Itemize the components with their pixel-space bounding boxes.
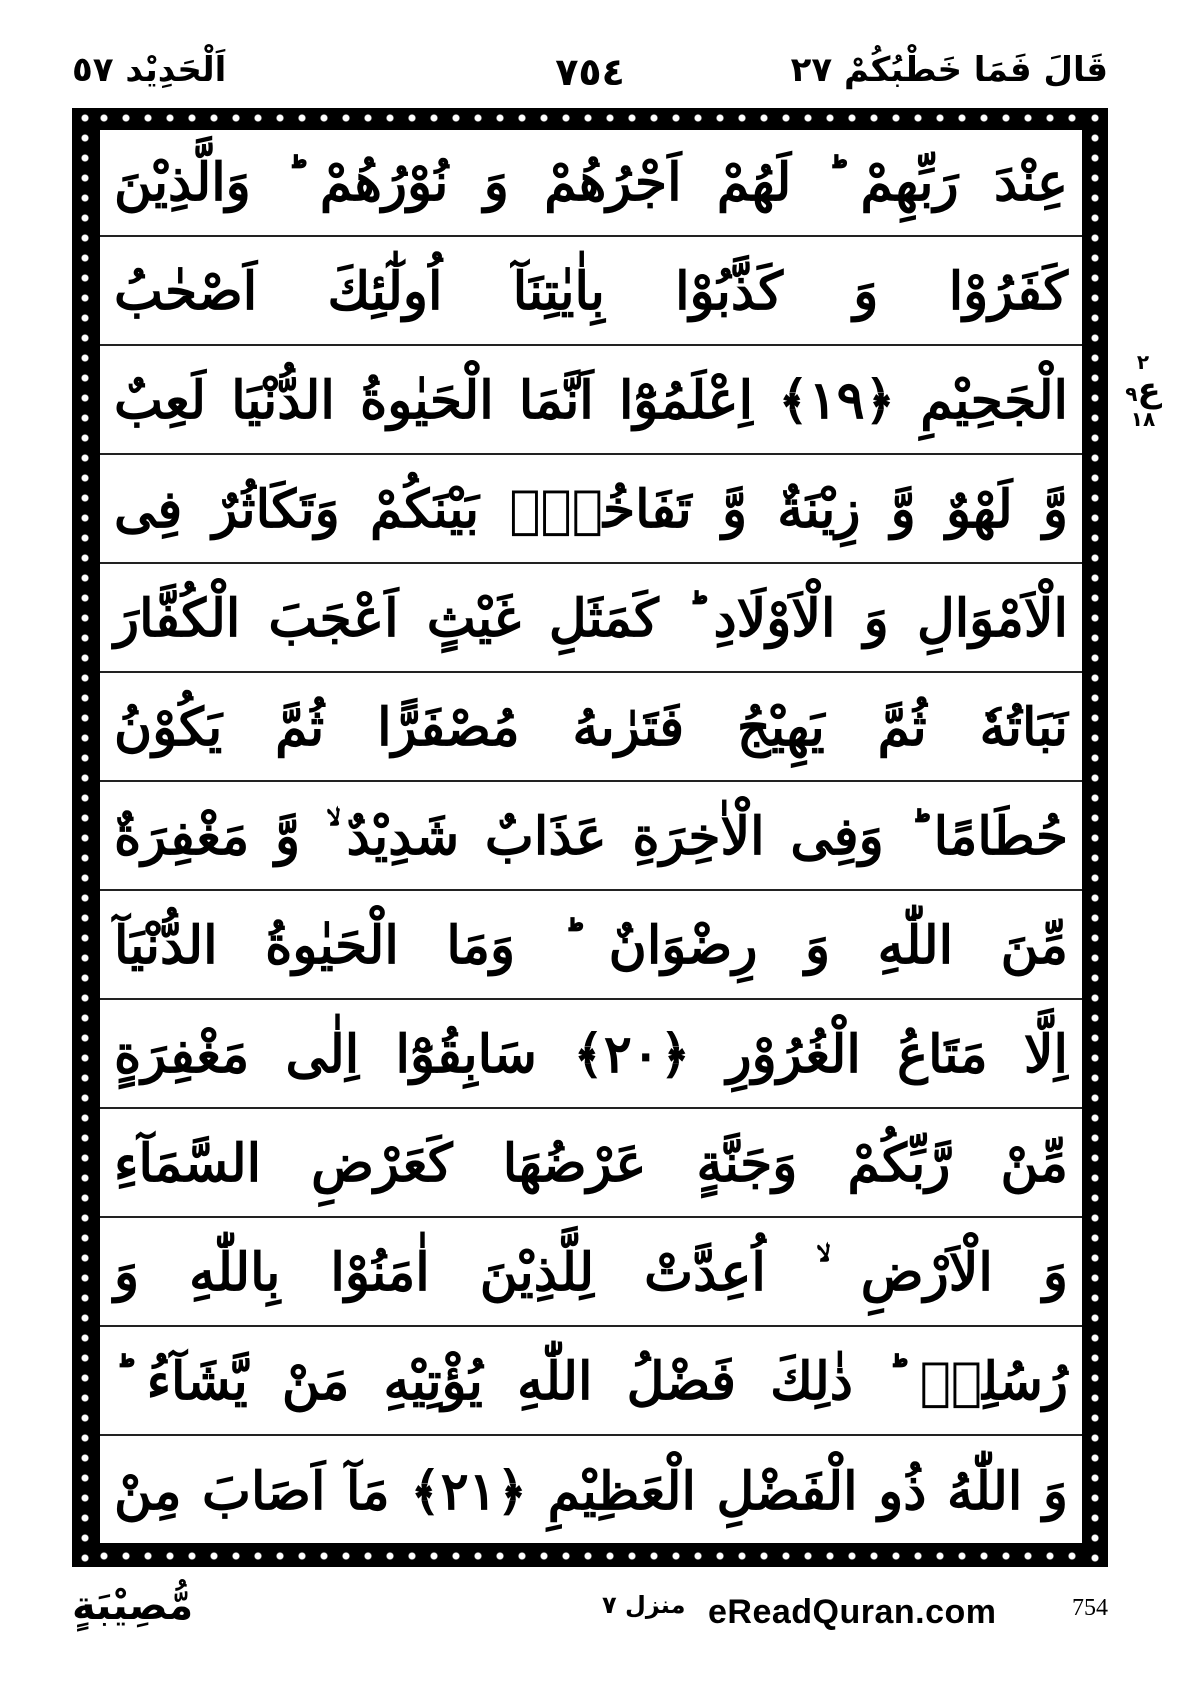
ruku-marker-bottom: ١٨ bbox=[1130, 406, 1156, 431]
text-line: وَّ لَهْوٌ وَّ زِيْنَةٌ وَّ تَفَاخُرٌۢ بَيْنَكُمْ وَتَكَاثُرٌ فِى bbox=[100, 457, 1082, 564]
page-footer bbox=[72, 1577, 1108, 1647]
page-number-arabic: ٧٥٤ bbox=[555, 50, 625, 94]
text-line: عِنْدَ رَبِّهِمْ ؕ لَهُمْ اَجْرُهُمْ وَ نُوْرُهُمْ ؕ وَالَّذِيْنَ bbox=[100, 130, 1082, 237]
ruku-marker-top: ٢ bbox=[1136, 350, 1150, 374]
text-line: الْجَحِيْمِ ﴿١٩﴾ اِعْلَمُوْٓا اَنَّمَا الْحَيٰوةُ الدُّنْيَا لَعِبٌ bbox=[100, 348, 1082, 455]
text-line: مِّنَ اللّٰهِ وَ رِضْوَانٌ ؕ وَمَا الْحَيٰوةُ الدُّنْيَآ bbox=[100, 893, 1082, 1000]
ornament-border-top bbox=[72, 108, 1108, 128]
text-line: نَبَاتُهٗ ثُمَّ يَهِيْجُ فَتَرٰىهُ مُصْفَرًّا ثُمَّ يَكُوْنُ bbox=[100, 675, 1082, 782]
text-line: الْاَمْوَالِ وَ الْاَوْلَادِ ؕ كَمَثَلِ غَيْثٍ اَعْجَبَ الْكُفَّارَ bbox=[100, 566, 1082, 673]
text-line: اِلَّا مَتَاعُ الْغُرُوْرِ ﴿٢٠﴾ سَابِقُوْٓا اِلٰى مَغْفِرَةٍ bbox=[100, 1002, 1082, 1109]
text-line: كَفَرُوْا وَ كَذَّبُوْا بِاٰيٰتِنَآ اُولٰٓئِكَ اَصْحٰبُ bbox=[100, 239, 1082, 346]
ruku-marker bbox=[1118, 352, 1168, 430]
ornament-border-bottom bbox=[72, 1545, 1108, 1567]
text-line: رُسُلِهٖ ؕ ذٰلِكَ فَضْلُ اللّٰهِ يُؤْتِيْهِ مَنْ يَّشَآءُ ؕ bbox=[100, 1329, 1082, 1436]
ornament-border-left bbox=[72, 108, 98, 1567]
text-line: وَ اللّٰهُ ذُو الْفَضْلِ الْعَظِيْمِ ﴿٢١﴾ مَآ اَصَابَ مِنْ bbox=[114, 1461, 1069, 1522]
ruku-symbol-icon: ع٩ bbox=[1125, 370, 1161, 410]
manzil-label: منزل ٧ bbox=[602, 1591, 686, 1619]
catchword: مُّصِيْبَةٍ bbox=[72, 1583, 194, 1629]
website-link[interactable]: eReadQuran.com bbox=[708, 1593, 997, 1631]
text-line: حُطَامًا ؕ وَفِى الْاٰخِرَةِ عَذَابٌ شَدِيْدٌ ۙ وَّ مَغْفِرَةٌ bbox=[100, 784, 1082, 891]
para-name: قَالَ فَمَا خَطْبُكُمْ ٢٧ bbox=[790, 50, 1108, 90]
quran-text-area bbox=[98, 128, 1084, 1545]
text-line: مِّنْ رَّبِّكُمْ وَجَنَّةٍ عَرْضُهَا كَعَرْضِ السَّمَآءِ bbox=[100, 1111, 1082, 1218]
text-line: وَ الْاَرْضِ ۙ اُعِدَّتْ لِلَّذِيْنَ اٰمَنُوْا بِاللّٰهِ وَ bbox=[100, 1220, 1082, 1327]
page-number: 754 bbox=[1072, 1595, 1108, 1621]
surah-name: اَلْحَدِيْد ٥٧ bbox=[72, 50, 227, 90]
ornament-border-right bbox=[1082, 108, 1108, 1567]
page-header bbox=[72, 50, 1108, 100]
